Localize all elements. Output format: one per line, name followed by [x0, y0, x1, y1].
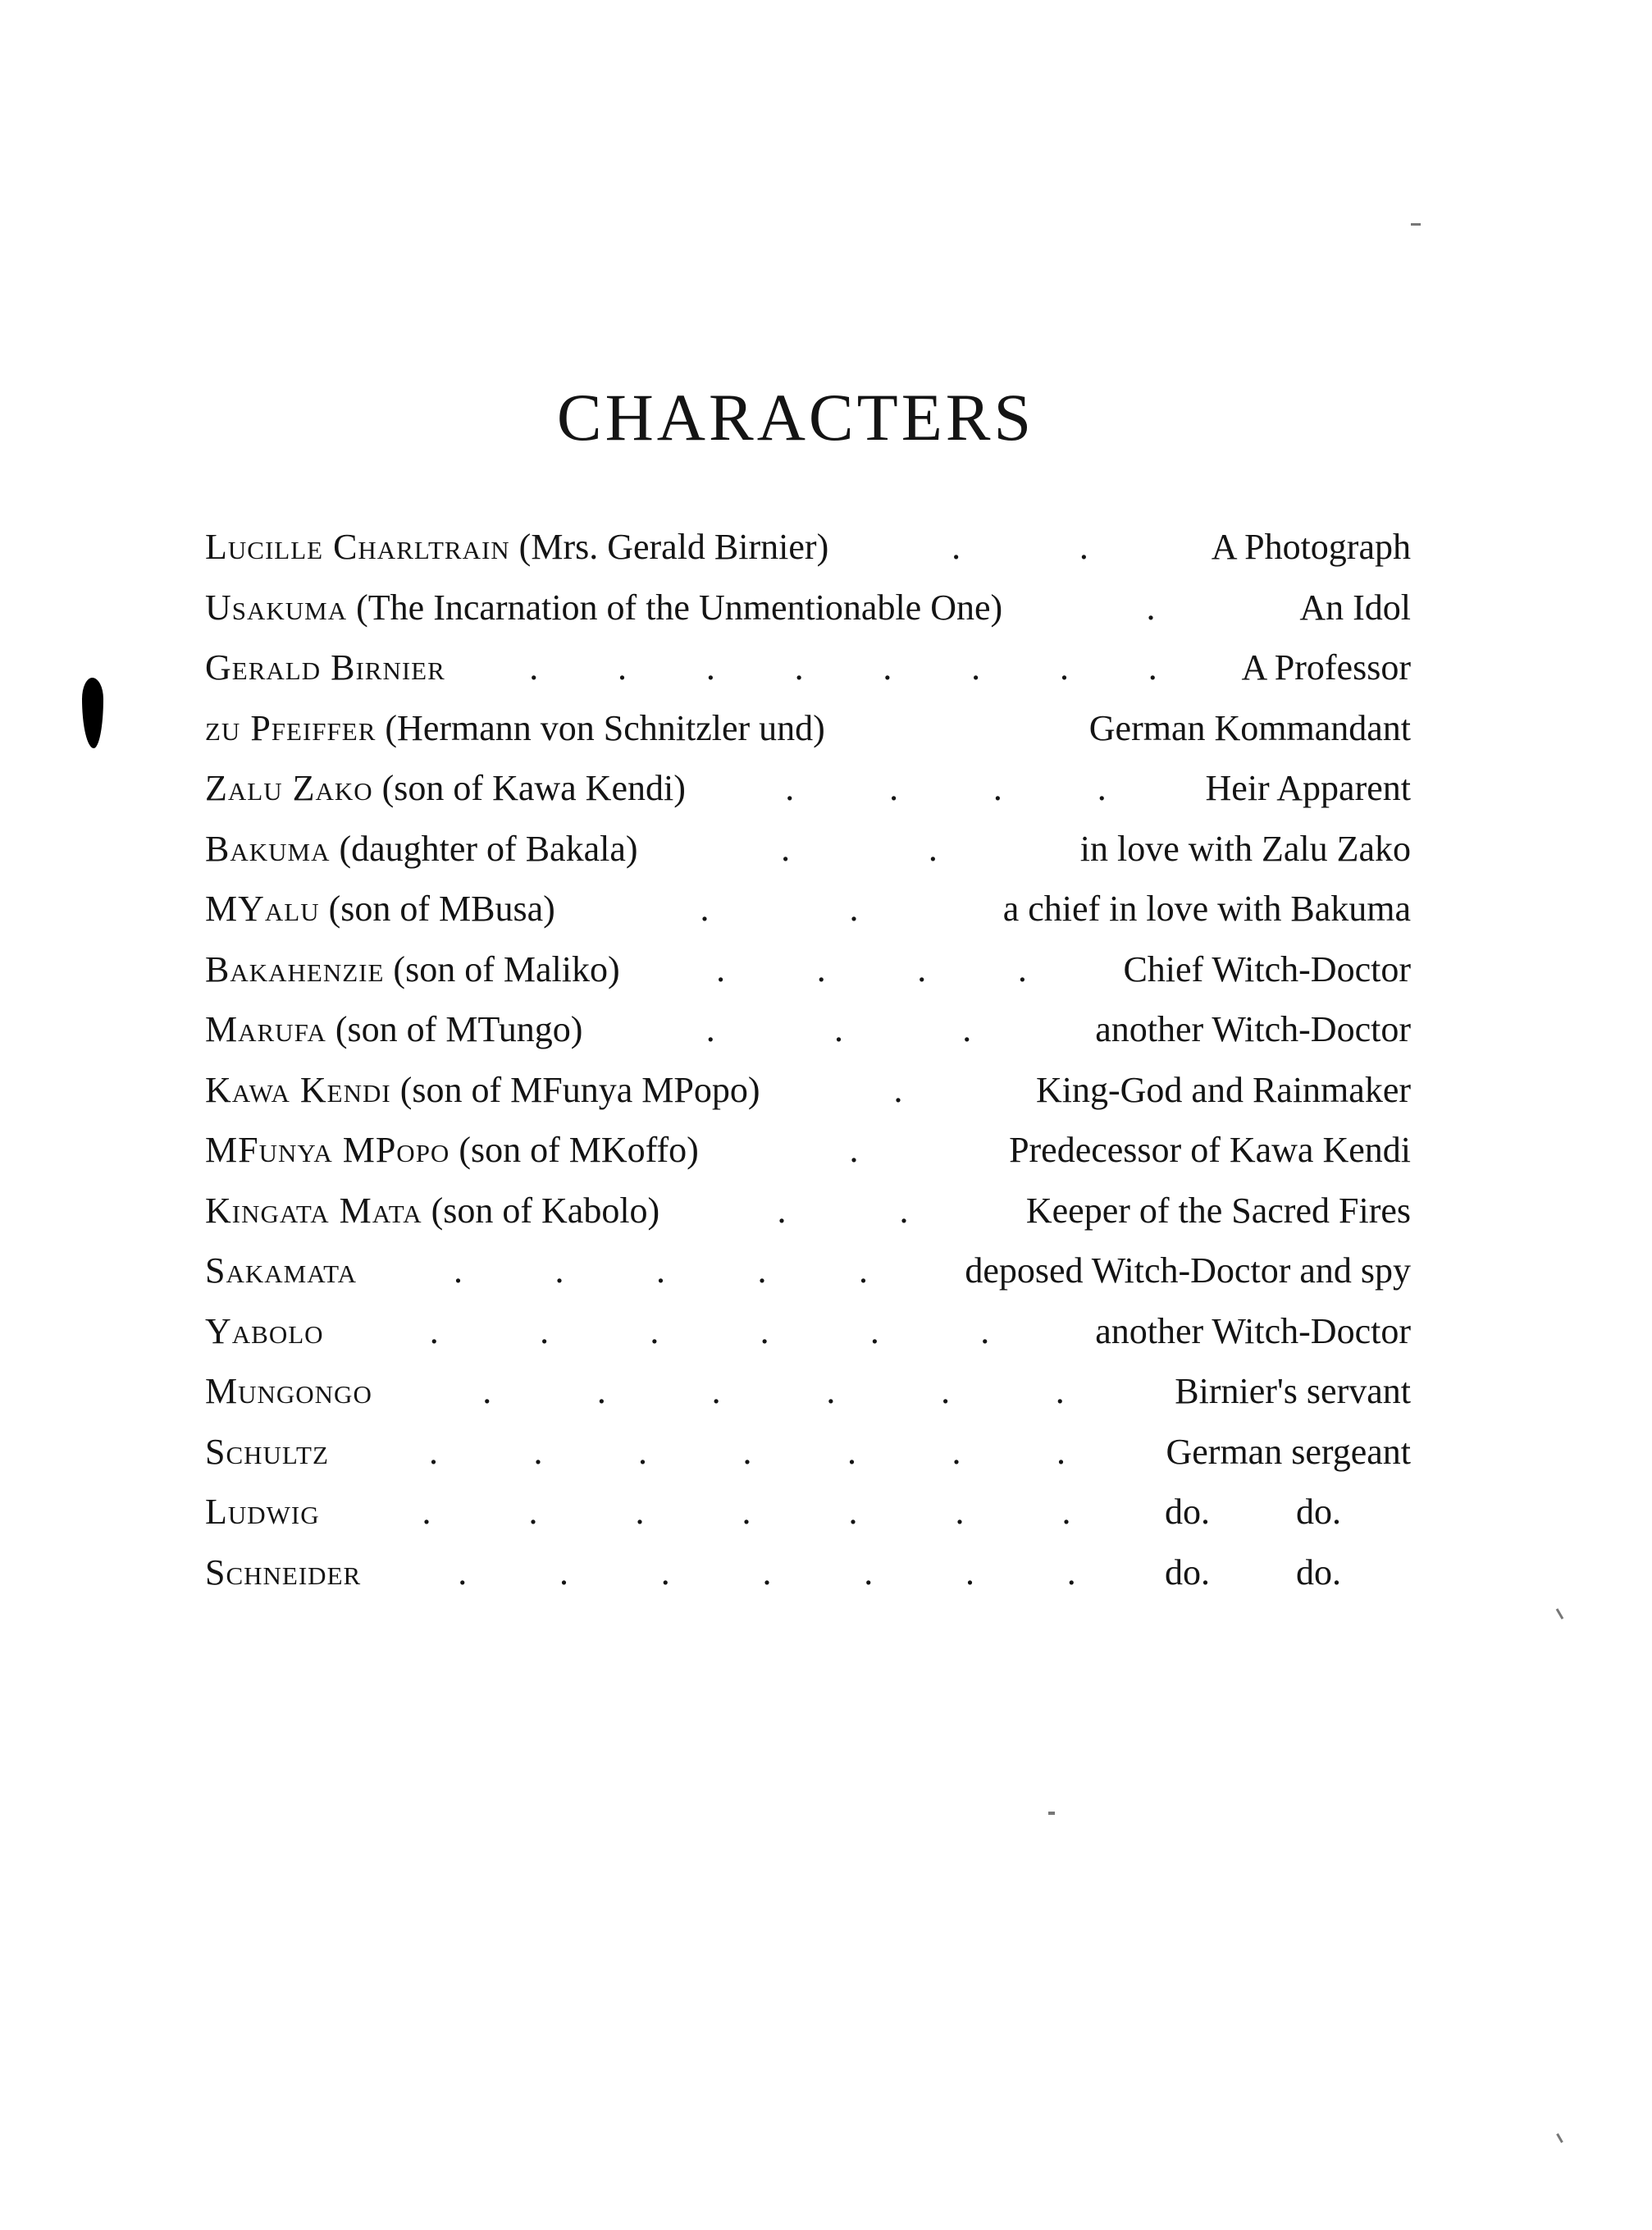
leader-dot: . — [757, 1250, 767, 1291]
ink-blot — [82, 678, 103, 748]
character-parentage: (The Incarnation of the Unmentionable One) — [347, 587, 1003, 628]
character-role: An Idol — [1299, 587, 1411, 628]
leader-dot: . — [1055, 1371, 1065, 1411]
leader-dot: . — [849, 1130, 859, 1170]
leader-dot: . — [711, 1371, 721, 1411]
character-name: Schultz — [205, 1431, 329, 1472]
leader-dot: . — [422, 1492, 431, 1532]
leader-dots — [205, 758, 1411, 819]
leader-dots — [205, 819, 1411, 880]
leader-dots — [205, 1542, 1411, 1603]
leader-dot: . — [1148, 647, 1157, 688]
character-role: King-God and Rainmaker — [1036, 1069, 1411, 1110]
leader-dot: . — [928, 828, 938, 869]
character-role: another Witch-Doctor — [1095, 1009, 1411, 1049]
leader-dots — [205, 939, 1411, 1000]
leader-dot: . — [848, 1492, 858, 1532]
character-name: Sakamata — [205, 1250, 357, 1291]
character-row — [205, 1060, 1411, 1121]
character-role: another Witch-Doctor — [1095, 1310, 1411, 1351]
character-name: Mungongo — [205, 1371, 372, 1411]
character-name: MYalu — [205, 889, 320, 929]
character-name: Zalu Zako — [205, 768, 373, 808]
character-role: German Kommandant — [1088, 707, 1411, 748]
speck — [1411, 223, 1421, 226]
leader-dot: . — [650, 1310, 659, 1351]
character-role: in love with Zalu Zako — [1079, 828, 1411, 869]
leader-dot: . — [716, 948, 726, 989]
leader-dots — [205, 1120, 1411, 1181]
leader-dot: . — [941, 1371, 951, 1411]
leader-dots — [205, 1241, 1411, 1301]
leader-dot: . — [559, 1551, 568, 1593]
leader-dot: . — [429, 1431, 438, 1472]
character-role: Chief Witch-Doctor — [1123, 948, 1411, 989]
leader-dot: . — [635, 1492, 645, 1532]
character-parentage: (son of MTungo) — [326, 1009, 583, 1049]
leader-dot: . — [864, 1551, 874, 1593]
leader-dot: . — [785, 768, 795, 808]
character-name: Yabolo — [205, 1310, 324, 1351]
leader-dot: . — [1061, 1492, 1071, 1532]
character-role-ditto: do. — [1165, 1492, 1210, 1532]
leader-dot: . — [533, 1431, 543, 1472]
character-parentage: (Mrs. Gerald Birnier) — [509, 527, 829, 567]
character-name: MFunya MPopo — [205, 1130, 450, 1170]
character-parentage: (son of MFunya MPopo) — [390, 1069, 760, 1110]
leader-dot: . — [638, 1431, 647, 1472]
leader-dot: . — [951, 527, 961, 567]
leader-dot: . — [528, 1492, 538, 1532]
leader-dots — [205, 1060, 1411, 1121]
character-parentage: (son of MKoffo) — [450, 1130, 699, 1170]
character-parentage: (daughter of Bakala) — [330, 828, 638, 869]
leader-dot: . — [777, 1190, 787, 1231]
leader-dots — [205, 1361, 1411, 1422]
character-role: Birnier's servant — [1175, 1371, 1411, 1411]
leader-dot: . — [700, 889, 710, 929]
character-name: Usakuma — [205, 587, 348, 628]
leader-dot: . — [660, 1551, 670, 1593]
leader-dot: . — [458, 1551, 468, 1593]
character-row — [205, 1542, 1411, 1603]
character-row — [205, 999, 1411, 1060]
leader-dot: . — [993, 768, 1002, 808]
leader-dot: . — [429, 1310, 439, 1351]
leader-dot: . — [889, 768, 899, 808]
character-role: A Photograph — [1211, 527, 1411, 567]
character-row — [205, 637, 1411, 698]
leader-dot: . — [762, 1551, 772, 1593]
leader-dots — [205, 1482, 1411, 1542]
leader-dots — [205, 1422, 1411, 1483]
character-name: Bakahenzie — [205, 948, 385, 989]
leader-dot: . — [869, 1310, 879, 1351]
character-role: deposed Witch-Doctor and spy — [965, 1250, 1411, 1291]
character-name: Lucille Charltrain — [205, 527, 510, 567]
character-row — [205, 939, 1411, 1000]
leader-dot: . — [883, 647, 892, 688]
leader-dot: . — [554, 1250, 564, 1291]
speck — [1048, 1812, 1055, 1815]
leader-dot: . — [540, 1310, 550, 1351]
cast-list — [205, 517, 1411, 1602]
character-row — [205, 1482, 1411, 1542]
character-role: Heir Apparent — [1205, 768, 1411, 808]
leader-dots — [205, 999, 1411, 1060]
character-row — [205, 758, 1411, 819]
leader-dot: . — [482, 1371, 492, 1411]
character-row — [205, 1361, 1411, 1422]
leader-dot: . — [893, 1069, 903, 1110]
character-row — [205, 1422, 1411, 1483]
character-name: Kingata Mata — [205, 1190, 422, 1231]
leader-dot: . — [794, 647, 804, 688]
character-parentage: (Hermann von Schnitzler und) — [376, 707, 825, 748]
character-parentage: (son of Kawa Kendi) — [372, 768, 686, 808]
character-row — [205, 578, 1411, 638]
leader-dot: . — [962, 1009, 972, 1049]
leader-dot: . — [849, 889, 859, 929]
character-row — [205, 698, 1411, 759]
leader-dot: . — [917, 948, 927, 989]
leader-dots — [205, 517, 1411, 578]
speck — [1556, 2133, 1563, 2143]
character-role: Keeper of the Sacred Fires — [1025, 1190, 1411, 1231]
character-parentage: (son of Kabolo) — [422, 1190, 660, 1231]
speck — [1556, 1608, 1564, 1620]
character-name: Schneider — [205, 1551, 362, 1593]
leader-dots — [205, 879, 1411, 939]
leader-dots — [205, 1301, 1411, 1362]
leader-dot: . — [705, 1009, 715, 1049]
leader-dot: . — [529, 647, 539, 688]
leader-dot: . — [656, 1250, 665, 1291]
leader-dot: . — [760, 1310, 769, 1351]
character-name: Kawa Kendi — [205, 1069, 391, 1110]
leader-dot: . — [742, 1492, 751, 1532]
leader-dot: . — [834, 1009, 843, 1049]
leader-dot: . — [1079, 527, 1088, 567]
leader-dot: . — [705, 647, 715, 688]
leader-dot: . — [859, 1250, 868, 1291]
leader-dot: . — [951, 1431, 961, 1472]
character-role-ditto: do. — [1296, 1551, 1341, 1593]
character-name: Marufa — [205, 1009, 326, 1049]
leader-dot: . — [618, 647, 627, 688]
leader-dot: . — [971, 647, 981, 688]
character-role: A Professor — [1241, 647, 1411, 688]
character-row — [205, 819, 1411, 880]
leader-dots — [205, 1181, 1411, 1241]
character-role: a chief in love with Bakuma — [1002, 889, 1411, 929]
leader-dots — [205, 637, 1411, 698]
character-parentage: (son of Maliko) — [384, 948, 620, 989]
leader-dot: . — [847, 1431, 856, 1472]
leader-dot: . — [1146, 587, 1156, 628]
character-row — [205, 517, 1411, 578]
character-name: Gerald Birnier — [205, 647, 445, 688]
character-row — [205, 1301, 1411, 1362]
leader-dot: . — [781, 828, 791, 869]
leader-dot: . — [1066, 1551, 1076, 1593]
leader-dot: . — [596, 1371, 606, 1411]
leader-dot: . — [454, 1250, 463, 1291]
leader-dot: . — [965, 1551, 974, 1593]
leader-dot: . — [816, 948, 826, 989]
leader-dot: . — [955, 1492, 965, 1532]
character-role-ditto: do. — [1296, 1492, 1341, 1532]
character-row — [205, 1120, 1411, 1181]
character-name: Bakuma — [205, 828, 331, 869]
character-parentage: (son of MBusa) — [319, 889, 555, 929]
character-row — [205, 1181, 1411, 1241]
leader-dot: . — [899, 1190, 909, 1231]
character-role: Predecessor of Kawa Kendi — [1009, 1130, 1411, 1170]
character-name: zu Pfeiffer — [205, 707, 376, 748]
leader-dot: . — [742, 1431, 752, 1472]
leader-dots — [205, 578, 1411, 638]
character-name-line — [205, 698, 825, 759]
leader-dot: . — [980, 1310, 990, 1351]
leader-dot: . — [826, 1371, 836, 1411]
leader-dot: . — [1059, 647, 1069, 688]
character-row — [205, 879, 1411, 939]
page-title: CHARACTERS — [556, 380, 1035, 455]
leader-dot: . — [1017, 948, 1027, 989]
character-role-ditto: do. — [1165, 1551, 1210, 1593]
character-row — [205, 1241, 1411, 1301]
leader-dot: . — [1056, 1431, 1066, 1472]
leader-dot: . — [1097, 768, 1107, 808]
character-name: Ludwig — [205, 1492, 320, 1532]
character-role: German sergeant — [1166, 1431, 1411, 1472]
